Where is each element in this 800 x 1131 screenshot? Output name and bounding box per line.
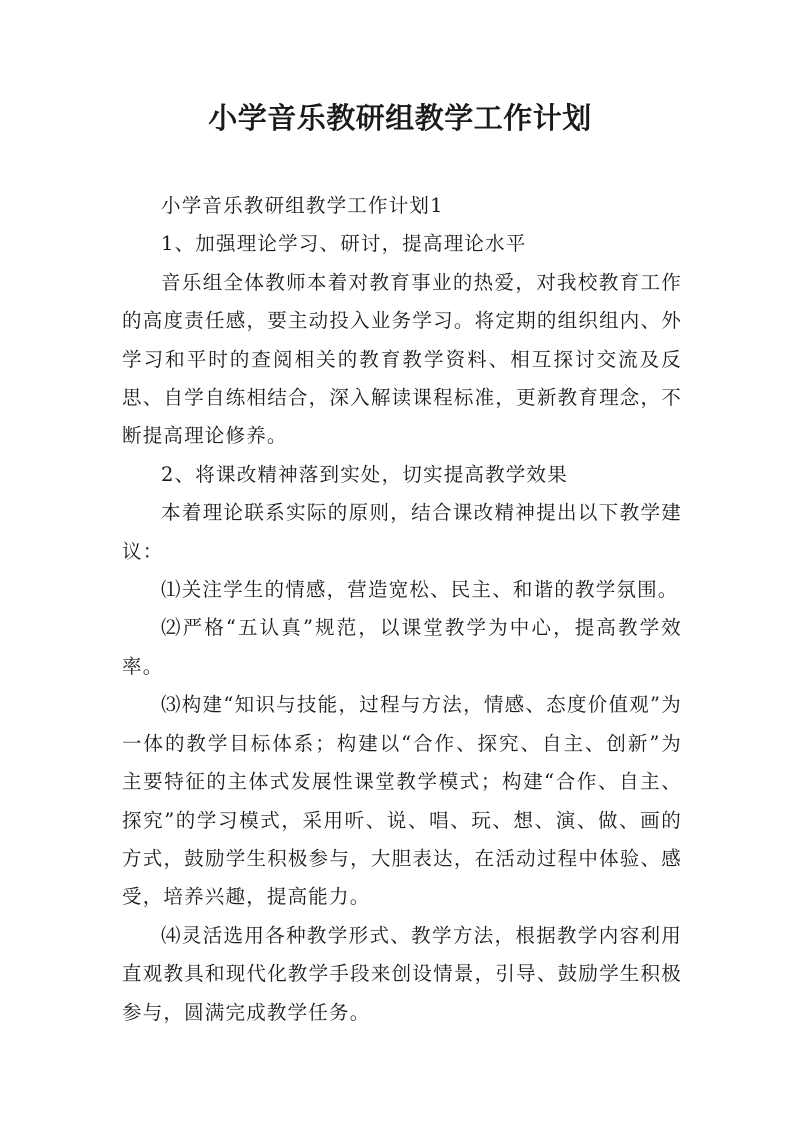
list-item-1: ⑴关注学生的情感，营造宽松、民主、和谐的教学氛围。 (161, 578, 679, 602)
paragraph-theory-study: 音乐组全体教师本着对教育事业的热爱，对我校教育工作的高度责任感，要主动投入业务学习。将定期的组织组内、外学习和平时的查阅相关的教育教学资料、相互探讨交流及反思、自学自练相结合，深入解读课程标准，更新教育理念，不断提高理论修养。 (122, 270, 682, 448)
document-title: 小学音乐教研组教学工作计划 (208, 101, 592, 135)
subheading-curriculum-reform: 2、将课改精神落到实处，切实提高教学效果 (161, 462, 568, 486)
paragraph-suggestions-intro: 本着理论联系实际的原则，结合课改精神提出以下教学建议： (122, 501, 682, 563)
subheading-theory-study: 1、加强理论学习、研讨，提高理论水平 (161, 232, 527, 256)
section-heading: 小学音乐教研组教学工作计划1 (161, 194, 444, 217)
list-item-2: ⑵严格“五认真”规范，以课堂教学为中心，提高教学效率。 (122, 616, 682, 678)
document-body (122, 187, 682, 1032)
list-item-3: ⑶构建“知识与技能，过程与方法，情感、态度价值观”为一体的教学目标体系；构建以“合作、探究、自主、创新”为主要特征的主体式发展性课堂教学模式；构建“合作、自主、探究”的学习模式，采用听、说、唱、玩、想、演、做、画的方式，鼓励学生积极参与，大胆表达，在活动过程中体验、感受，培养兴趣，提高能力。 (122, 693, 682, 909)
list-item-4: ⑷灵活选用各种教学形式、教学方法，根据教学内容利用直观教具和现代化教学手段来创设情景，引导、鼓励学生积极参与，圆满完成教学任务。 (122, 923, 682, 1024)
